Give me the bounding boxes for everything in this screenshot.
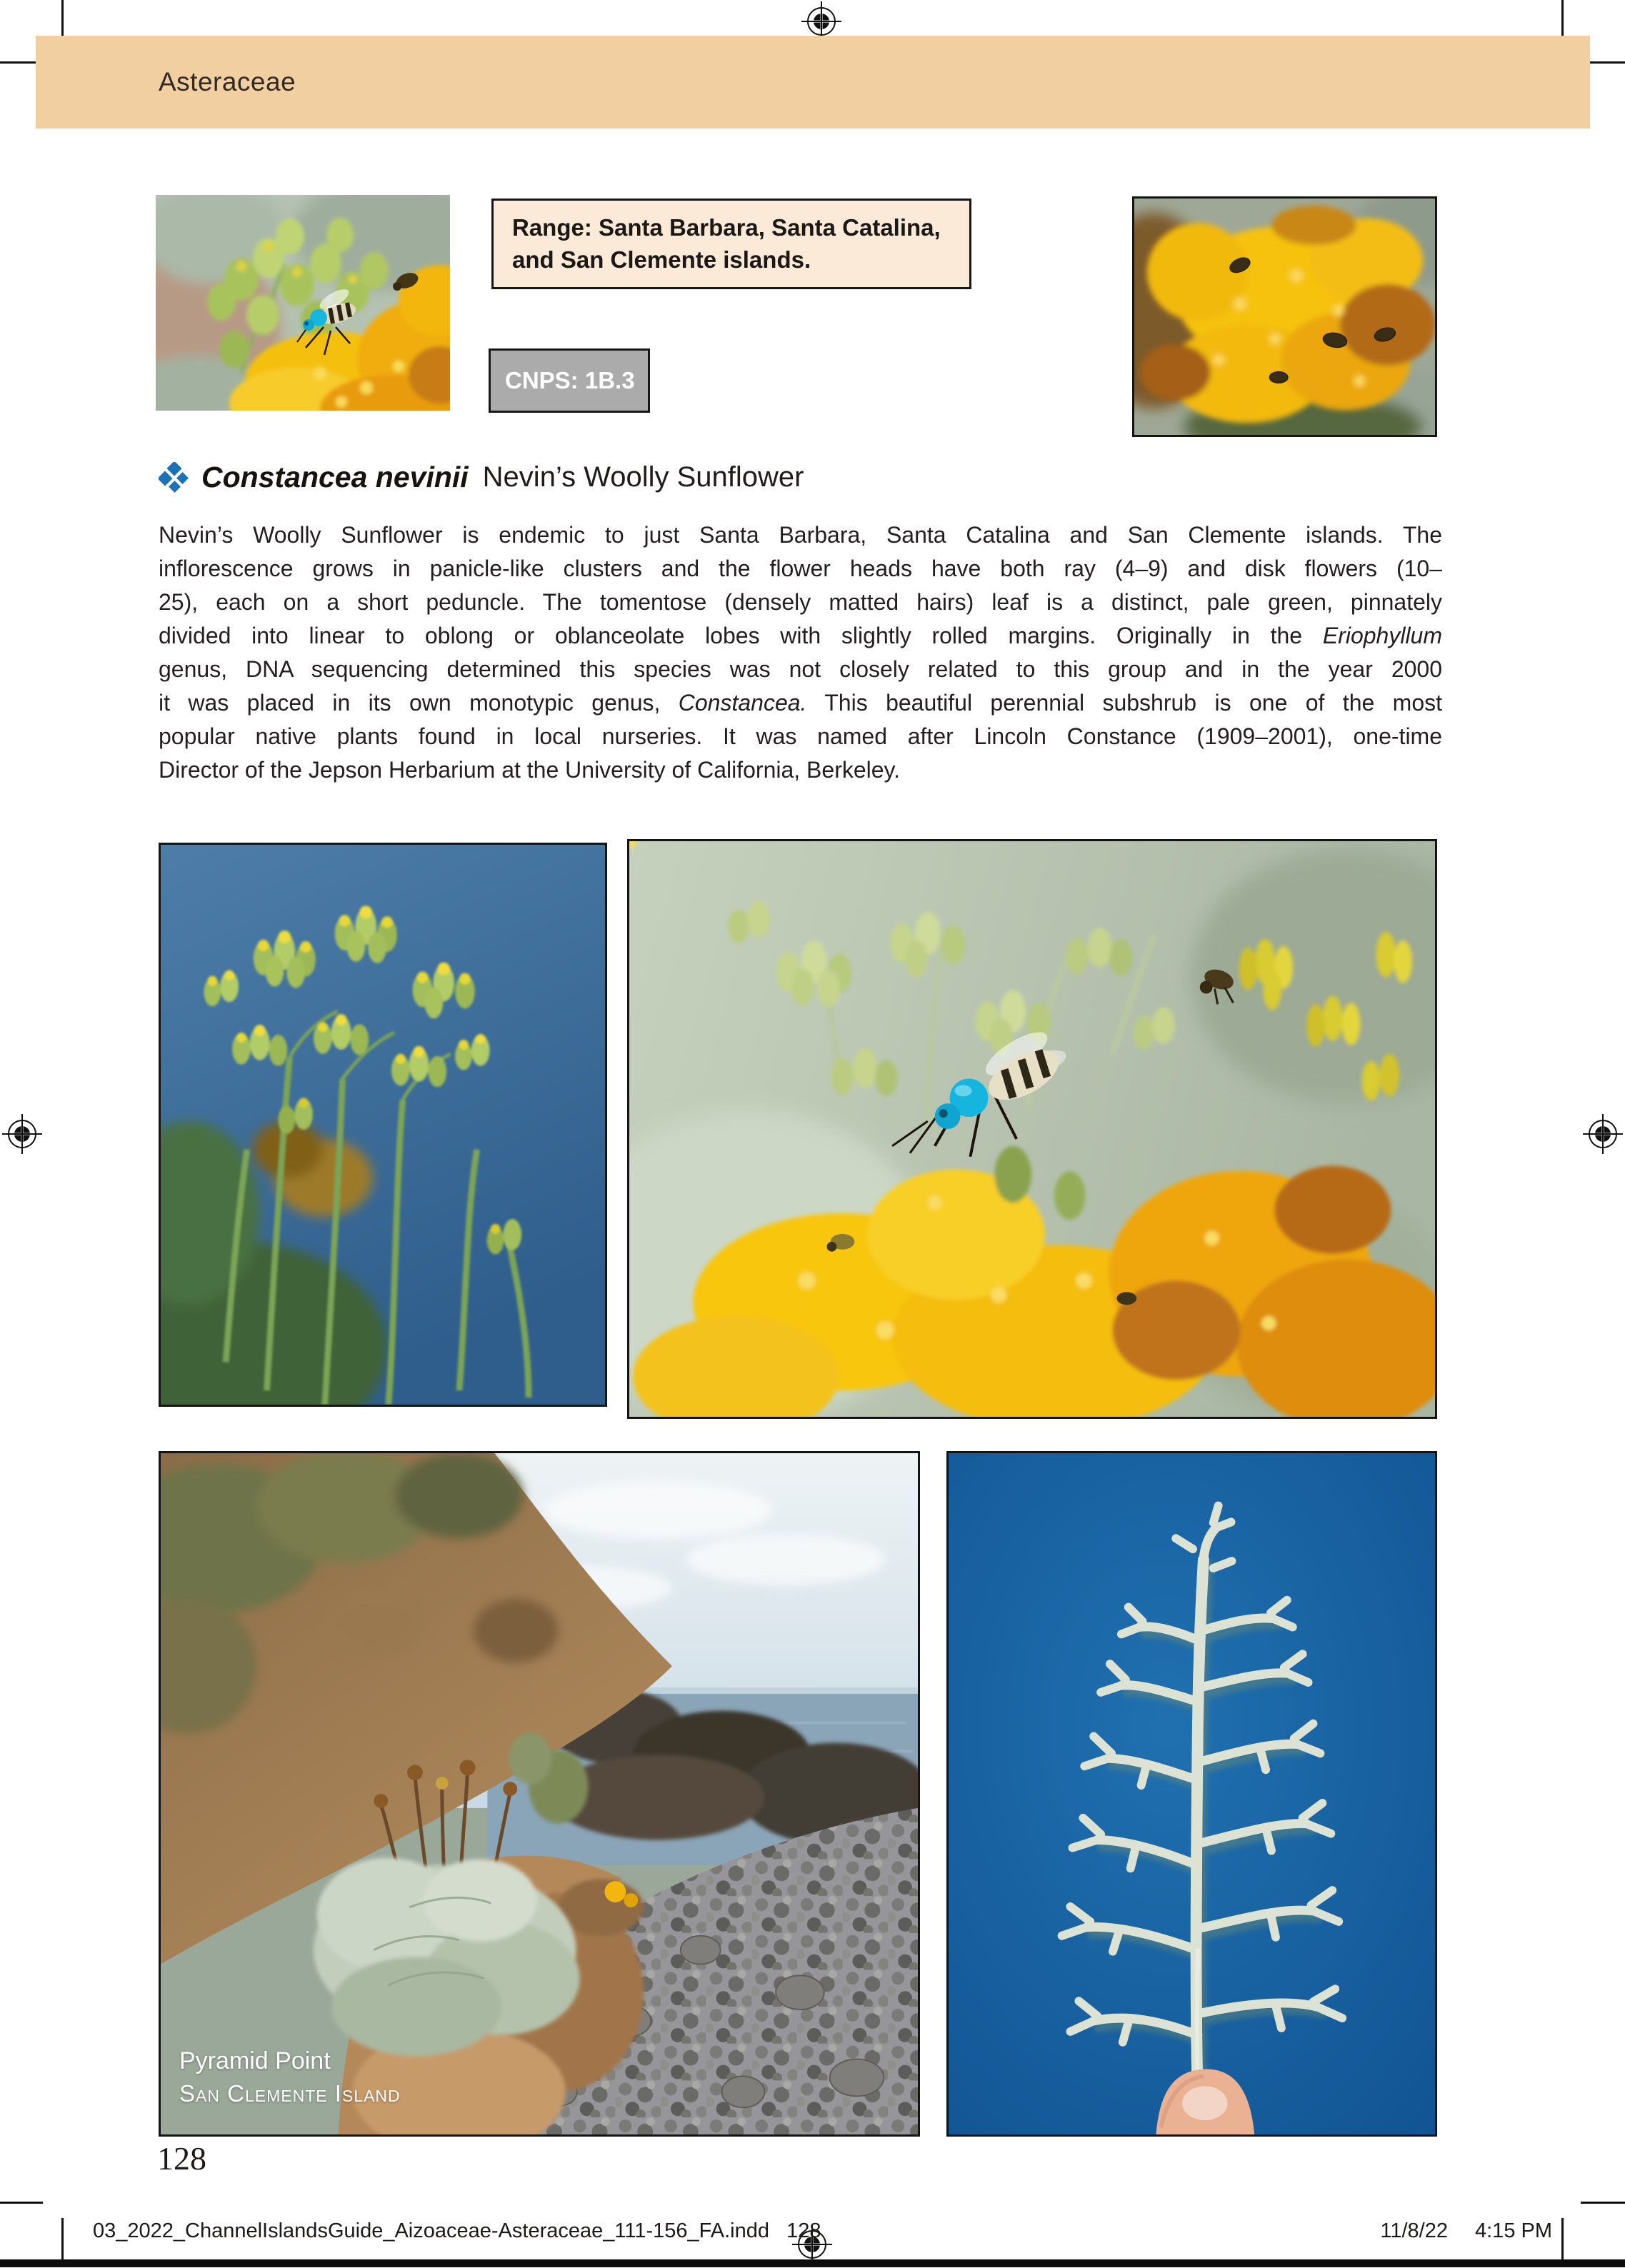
species-scientific-name: Constancea nevinii: [201, 461, 469, 493]
photo-caption: [179, 2044, 401, 2110]
crop-mark-bottom-left-horizontal: [0, 2202, 43, 2204]
photo-woolly-leaf: [946, 1451, 1437, 2137]
crop-mark-bottom-right-horizontal: [1581, 2202, 1625, 2204]
description-line: inflorescence grows in panicle-like clusters and the flower heads have both ray (4–9) and disk flowers (10–: [159, 556, 1442, 581]
range-info-box: [491, 199, 971, 289]
footer-time: 4:15 PM: [1475, 2219, 1552, 2242]
photo-yellow-flowers-bees: [1132, 196, 1437, 437]
description-line: 25), each on a short peduncle. The tomentose (densely matted hairs) leaf is a distinct, pale green, pinnately: [159, 589, 1442, 615]
range-text: Range: Santa Barbara, Santa Catalina, and San Clemente islands.: [512, 214, 941, 273]
caption-island: San Clemente Island: [179, 2080, 401, 2107]
footer-datetime: [1380, 2219, 1552, 2243]
description-line: genus, DNA sequencing determined this species was not closely related to this group and in the year 2000: [159, 656, 1442, 682]
description-line: divided into linear to oblong or oblanceolate lobes with slightly rolled margins. Originally in the Eriophyllum: [159, 623, 1442, 648]
cnps-status-badge: [489, 348, 650, 413]
registration-mark-right-middle-icon: [1583, 1114, 1623, 1154]
cnps-text: CNPS: 1B.3: [505, 367, 635, 393]
description-line: Director of the Jepson Herbarium at the University of California, Berkeley.: [159, 757, 901, 783]
footer-date: 11/8/22: [1380, 2219, 1448, 2242]
registration-mark-left-middle-icon: [2, 1114, 42, 1154]
description-line: Nevin’s Woolly Sunflower is endemic to just Santa Barbara, Santa Catalina and San Clemente islands. The: [159, 522, 1442, 548]
species-heading: [159, 461, 804, 494]
photo-pyramid-point-landscape: [159, 1451, 920, 2137]
description-line: it was placed in its own monotypic genus, Constancea. This beautiful perennial subshrub is one of the most: [159, 690, 1443, 716]
footer-file-name: 03_2022_ChannelIslandsGuide_Aizoaceae-Asteraceae_111-156_FA.indd 128: [93, 2219, 821, 2242]
species-description: [159, 518, 1442, 787]
family-header-label: Asteraceae: [159, 67, 296, 96]
photo-flowers-blue-bee-large: [627, 839, 1437, 1419]
page-bottom-trim-bar: [0, 2259, 1625, 2267]
species-common-name: Nevin’s Woolly Sunflower: [482, 461, 804, 493]
family-header-band: [36, 36, 1590, 129]
caption-location: Pyramid Point: [179, 2047, 331, 2074]
photo-buds-blue-sky: [159, 843, 607, 1407]
page-number: 128: [157, 2140, 206, 2177]
blue-diamond-cluster-icon: [159, 462, 190, 493]
description-line: popular native plants found in local nurseries. It was named after Lincoln Constance (1909–2001), one-time: [159, 723, 1442, 749]
photo-flowers-blue-bee-small: [156, 195, 450, 411]
